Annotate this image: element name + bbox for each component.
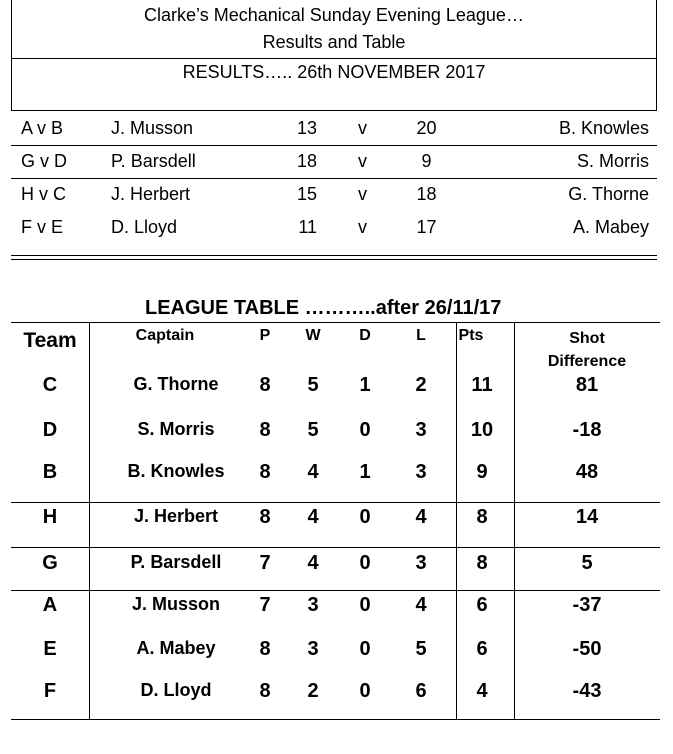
cell-drawn: 0: [359, 506, 371, 528]
cell-team: F: [43, 680, 57, 702]
header-team: Team: [23, 329, 77, 352]
result-home-score: 13: [296, 118, 317, 138]
cell-won: 4: [307, 506, 319, 528]
table-row: [11, 419, 660, 463]
cell-captain: P. Barsdell: [130, 552, 222, 572]
cell-team: E: [43, 638, 57, 660]
league-title: Clarke’s Mechanical Sunday Evening League…: [144, 5, 524, 25]
table-row: [11, 680, 660, 724]
result-versus: v: [358, 118, 367, 138]
cell-captain: B. Knowles: [127, 461, 225, 481]
cell-points: 9: [476, 461, 488, 483]
cell-won: 3: [307, 594, 319, 616]
cell-team: C: [42, 374, 58, 396]
cell-lost: 3: [415, 461, 427, 483]
cell-won: 2: [307, 680, 319, 702]
cell-team: H: [42, 506, 58, 528]
result-away-score: 20: [416, 118, 437, 138]
cell-played: 8: [259, 461, 271, 483]
results-bottom-rule: [11, 255, 657, 256]
cell-played: 7: [259, 594, 271, 616]
result-match: A v B: [21, 118, 64, 138]
cell-captain: J. Herbert: [133, 506, 219, 526]
cell-captain: D. Lloyd: [140, 680, 212, 700]
table-row: [11, 594, 660, 638]
cell-team: D: [42, 419, 58, 441]
header-drawn: D: [359, 327, 371, 344]
table-row: [11, 638, 660, 682]
header-shot-difference-line2: Difference: [547, 353, 627, 370]
header-shot-difference: [514, 327, 660, 373]
results-bottom-rule-double: [11, 259, 657, 260]
table-row: [11, 374, 660, 418]
cell-team: A: [42, 594, 58, 616]
result-match: F v E: [21, 217, 64, 237]
cell-points: 6: [476, 638, 488, 660]
cell-won: 3: [307, 638, 319, 660]
cell-shot-difference: -43: [572, 680, 602, 702]
result-row: [11, 145, 657, 178]
cell-shot-difference: 48: [575, 461, 599, 483]
header-played: P: [259, 327, 271, 344]
result-row: [11, 211, 657, 244]
results-top-rule: [11, 110, 657, 111]
cell-played: 8: [259, 506, 271, 528]
cell-lost: 4: [415, 594, 427, 616]
league-table: [11, 322, 660, 720]
cell-shot-difference: -50: [572, 638, 602, 660]
cell-lost: 5: [415, 638, 427, 660]
result-away-score: 9: [421, 151, 432, 171]
result-home-score: 11: [298, 217, 317, 237]
cell-shot-difference: 14: [575, 506, 599, 528]
header-points: Pts: [458, 327, 484, 344]
cell-points: 6: [476, 594, 488, 616]
header-captain: Captain: [135, 327, 195, 344]
cell-points: 4: [476, 680, 488, 702]
cell-shot-difference: 81: [575, 374, 599, 396]
cell-points: 8: [476, 552, 488, 574]
results-date-heading: RESULTS….. 26th NOVEMBER 2017: [182, 62, 486, 82]
cell-captain: S. Morris: [137, 419, 215, 439]
cell-shot-difference: -37: [572, 594, 602, 616]
result-home-captain: D. Lloyd: [111, 217, 178, 237]
cell-drawn: 0: [359, 680, 371, 702]
cell-lost: 3: [415, 552, 427, 574]
cell-drawn: 0: [359, 552, 371, 574]
cell-played: 8: [259, 638, 271, 660]
result-versus: v: [358, 151, 367, 171]
cell-points: 10: [470, 419, 494, 441]
cell-drawn: 0: [359, 594, 371, 616]
cell-captain: J. Musson: [131, 594, 220, 614]
result-away-captain: G. Thorne: [568, 184, 649, 204]
result-away-captain: B. Knowles: [558, 118, 649, 138]
cell-captain: G. Thorne: [133, 374, 219, 394]
cell-drawn: 0: [359, 419, 371, 441]
result-away-captain: S. Morris: [577, 151, 649, 171]
table-row: [11, 552, 660, 596]
cell-shot-difference: 5: [581, 552, 593, 574]
cell-won: 5: [307, 419, 319, 441]
result-away-captain: A. Mabey: [572, 217, 649, 237]
result-row: [11, 112, 657, 145]
cell-lost: 6: [415, 680, 427, 702]
header-divider: [12, 58, 656, 59]
cell-played: 8: [259, 419, 271, 441]
result-away-score: 17: [416, 217, 437, 237]
cell-lost: 4: [415, 506, 427, 528]
cell-team: G: [42, 552, 58, 574]
cell-won: 4: [307, 552, 319, 574]
result-home-score: 18: [296, 151, 317, 171]
cell-won: 4: [307, 461, 319, 483]
result-versus: v: [358, 184, 367, 204]
cell-drawn: 0: [359, 638, 371, 660]
cell-won: 5: [307, 374, 319, 396]
result-match: H v C: [21, 184, 66, 204]
result-home-captain: J. Herbert: [111, 184, 191, 204]
cell-team: B: [42, 461, 58, 483]
table-row: [11, 461, 660, 505]
table-top-border: [11, 322, 660, 323]
header-shot-difference-line1: Shot: [569, 330, 605, 347]
result-home-score: 15: [296, 184, 317, 204]
result-row: [11, 178, 657, 211]
cell-lost: 3: [415, 419, 427, 441]
cell-drawn: 1: [359, 461, 371, 483]
cell-played: 8: [259, 680, 271, 702]
header-lost: L: [416, 327, 426, 344]
result-match: G v D: [21, 151, 68, 171]
league-table-title: LEAGUE TABLE ………..after 26/11/17: [145, 297, 502, 319]
result-home-captain: J. Musson: [111, 118, 194, 138]
table-row: [11, 506, 660, 550]
header-won: W: [305, 327, 321, 344]
cell-played: 7: [259, 552, 271, 574]
cell-shot-difference: -18: [572, 419, 602, 441]
cell-captain: A. Mabey: [136, 638, 216, 658]
results-header-box: [11, 0, 657, 110]
cell-drawn: 1: [359, 374, 371, 396]
cell-points: 11: [471, 374, 493, 396]
cell-lost: 2: [415, 374, 427, 396]
result-home-captain: P. Barsdell: [111, 151, 196, 171]
result-away-score: 18: [416, 184, 437, 204]
cell-played: 8: [259, 374, 271, 396]
league-subtitle: Results and Table: [262, 32, 406, 52]
cell-points: 8: [476, 506, 488, 528]
result-versus: v: [358, 217, 367, 237]
